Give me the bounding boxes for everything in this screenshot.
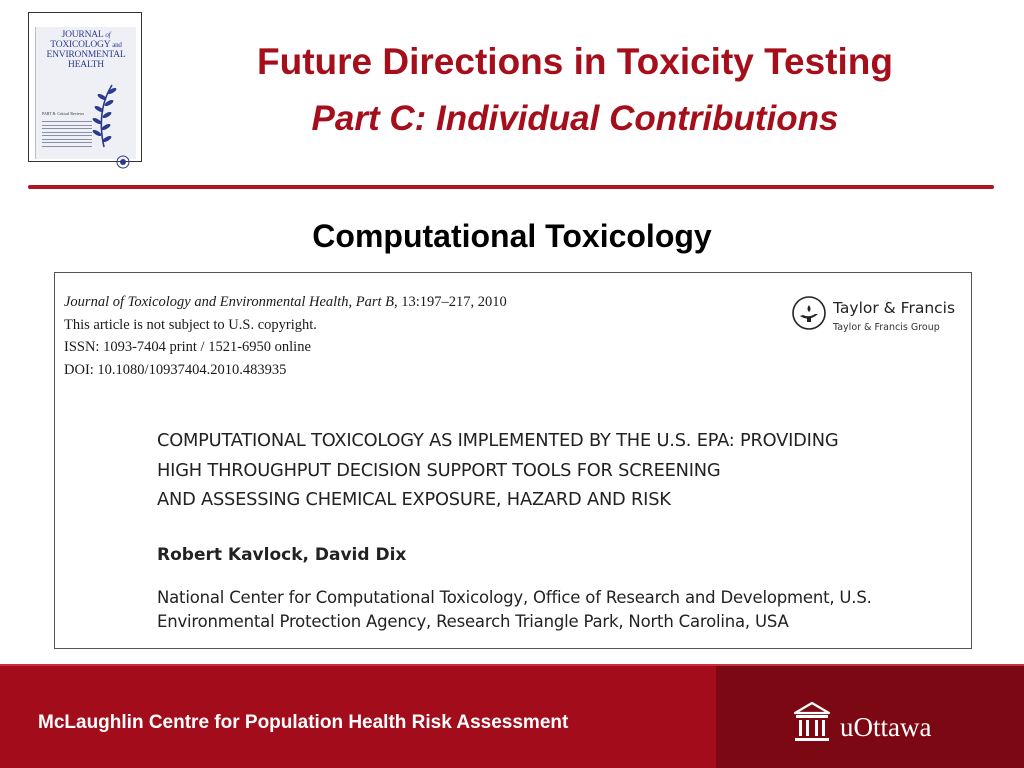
journal-cover-title — [42, 30, 130, 70]
publisher-logo — [791, 295, 961, 339]
journal-cover-thumbnail — [28, 12, 142, 162]
article-excerpt — [54, 272, 972, 649]
copyright-line: This article is not subject to U.S. copyright. — [64, 316, 317, 333]
footer-top-line — [0, 664, 1024, 666]
page-subtitle: Part C: Individual Contributions — [311, 99, 839, 138]
issn-line: ISSN: 1093-7404 print / 1521-6950 online — [64, 339, 311, 355]
footer-organization: McLaughlin Centre for Population Health Risk Assessment — [38, 712, 569, 733]
cover-title-environmental: ENVIRONMENTAL — [46, 50, 126, 60]
section-heading: Computational Toxicology — [312, 218, 712, 254]
affiliation-line: Environmental Protection Agency, Research Triangle Park, North Carolina, USA — [157, 612, 789, 631]
university-building-icon — [792, 700, 832, 744]
article-citation — [64, 291, 507, 381]
citation-journal: Journal of Toxicology and Environmental Health, Part B, — [64, 294, 398, 310]
seal-icon — [116, 155, 130, 169]
article-title-line: COMPUTATIONAL TOXICOLOGY AS IMPLEMENTED BY THE U.S. EPA: PROVIDING — [157, 430, 839, 451]
article-affiliation — [157, 586, 957, 634]
affiliation-line: National Center for Computational Toxicology, Office of Research and Development, U.S. — [157, 588, 872, 607]
cover-title-journal: JOURNAL — [61, 30, 104, 40]
cover-title-toxicology: TOXICOLOGY — [50, 40, 111, 50]
page-title: Future Directions in Toxicity Testing — [257, 41, 893, 82]
cover-title-health: HEALTH — [68, 60, 104, 70]
cover-part-label: PART B: Critical Reviews — [42, 111, 85, 116]
publisher-name: Taylor & Francis — [833, 299, 956, 317]
article-title-line: HIGH THROUGHPUT DECISION SUPPORT TOOLS FOR SCREENING — [157, 459, 721, 481]
cover-title-of: of — [105, 31, 111, 39]
doi-line: DOI: 10.1080/10937404.2010.483935 — [64, 361, 287, 378]
publisher-group: Taylor & Francis Group — [833, 322, 940, 333]
cover-text-lines — [42, 119, 92, 149]
citation-line — [64, 291, 507, 314]
title-divider — [28, 185, 994, 189]
university-name: uOttawa — [840, 712, 932, 742]
uottawa-logo — [792, 700, 962, 746]
citation-details: 13:197–217, 2010 — [397, 294, 507, 310]
laurel-icon — [90, 81, 120, 151]
article-title-line: AND ASSESSING CHEMICAL EXPOSURE, HAZARD AND RISK — [157, 489, 671, 510]
article-authors: Robert Kavlock, David Dix — [157, 545, 407, 565]
lamp-icon — [791, 295, 827, 331]
article-title — [157, 426, 957, 515]
journal-cover-panel — [35, 27, 136, 159]
cover-title-and: and — [112, 41, 122, 49]
